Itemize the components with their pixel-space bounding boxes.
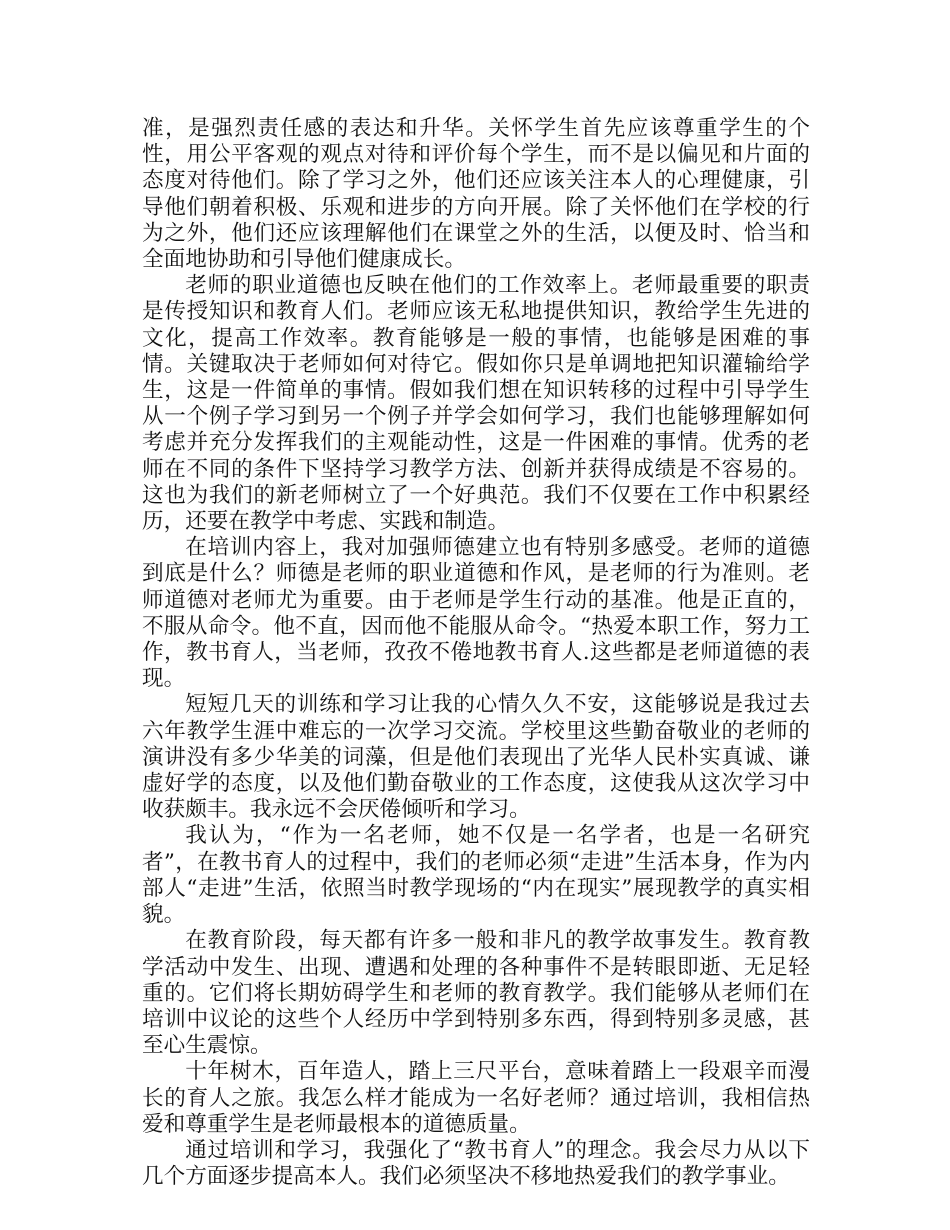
paragraph-good-teacher: 十年树木，百年造人，踏上三尺平台，意味着踏上一段艰辛而漫长的育人之旅。我怎么样才能成为一名好老师？通过培训，我相信热爱和尊重学生是老师最根本的道德质量。 xyxy=(142,1059,810,1137)
paragraph-teaching-stories: 在教育阶段，每天都有许多一般和非凡的教学故事发生。教育教学活动中发生、出现、遭遇和处理的各种事件不是转眼即逝、无足轻重的。它们将长期妨碍学生和老师的教育教学。我们能够从老师们在培训中议论的这些个人经历中学到特别多东西，得到特别多灵感，甚至心生震惊。 xyxy=(142,928,810,1059)
paragraph-training-experience: 短短几天的训练和学习让我的心情久久不安，这能够说是我过去六年教学生涯中难忘的一次学习交流。学校里这些勤奋敬业的老师的演讲没有多少华美的词藻，但是他们表现出了光华人民朴实真诚、谦虚好学的态度，以及他们勤奋敬业的工作态度，这使我从这次学习中收获颇丰。我永远不会厌倦倾听和学习。 xyxy=(142,692,810,823)
paragraph-teacher-as-researcher: 我认为，“作为一名老师，她不仅是一名学者，也是一名研究者”，在教书育人的过程中，我们的老师必须“走进”生活本身，作为内部人“走进”生活，依照当时教学现场的“内在现实”展现教学的真实相貌。 xyxy=(142,823,810,928)
paragraph-work-efficiency: 老师的职业道德也反映在他们的工作效率上。老师最重要的职责是传授知识和教育人们。老师应该无私地提供知识，教给学生先进的文化，提高工作效率。教育能够是一般的事情，也能够是困难的事情。关键取决于老师如何对待它。假如你只是单调地把知识灌输给学生，这是一件简单的事情。假如我们想在知识转移的过程中引导学生从一个例子学习到另一个例子并学会如何学习，我们也能够理解如何考虑并充分发挥我们的主观能动性，这是一件困难的事情。优秀的老师在不同的条件下坚持学习教学方法、创新并获得成绩是不容易的。这也为我们的新老师树立了一个好典范。我们不仅要在工作中积累经历，还要在教学中考虑、实践和制造。 xyxy=(142,273,810,535)
paragraph-teaching-philosophy: 通过培训和学习，我强化了“教书育人”的理念。我会尽力从以下几个方面逐步提高本人。我们必须坚决不移地热爱我们的教学事业。 xyxy=(142,1137,810,1190)
document-page xyxy=(142,116,810,1190)
paragraph-teacher-ethics: 在培训内容上，我对加强师德建立也有特别多感受。老师的道德到底是什么？师德是老师的职业道德和作风，是老师的行为准则。老师道德对老师尤为重要。由于老师是学生行动的基准。他是正直的，不服从命令。他不直，因而他不能服从命令。“热爱本职工作，努力工作，教书育人，当老师，孜孜不倦地教书育人.这些都是老师道德的表现。 xyxy=(142,535,810,692)
paragraph-responsibility: 准，是强烈责任感的表达和升华。关怀学生首先应该尊重学生的个性，用公平客观的观点对待和评价每个学生，而不是以偏见和片面的态度对待他们。除了学习之外，他们还应该关注本人的心理健康，引导他们朝着积极、乐观和进步的方向开展。除了关怀他们在学校的行为之外，他们还应该理解他们在课堂之外的生活，以便及时、恰当和全面地协助和引导他们健康成长。 xyxy=(142,116,810,273)
